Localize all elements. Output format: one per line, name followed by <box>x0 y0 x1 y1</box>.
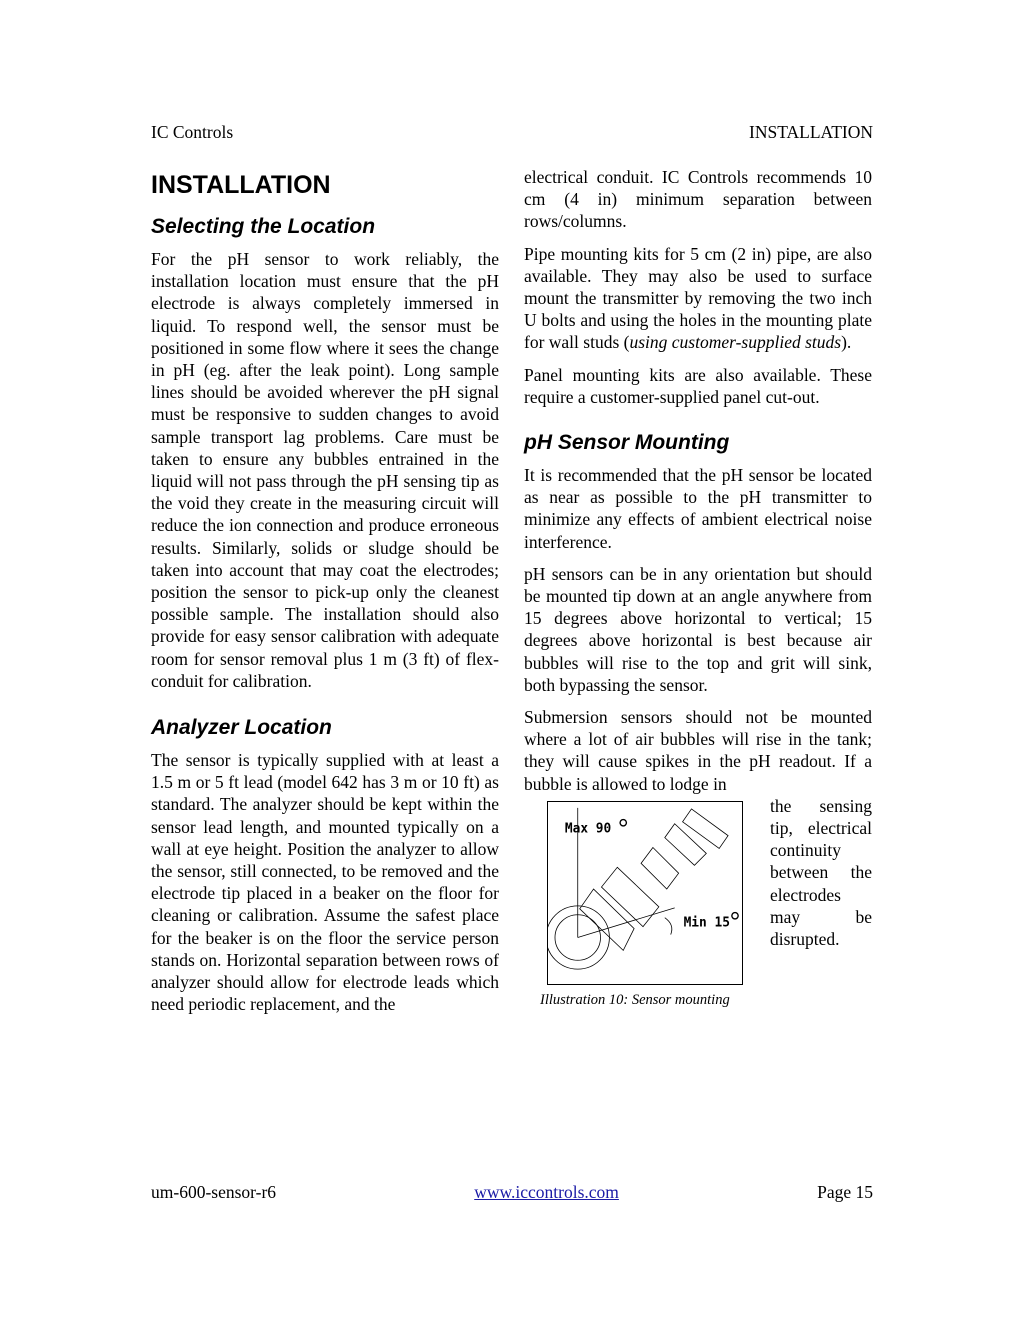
sensor-mounting-drawing <box>548 802 742 984</box>
sensor-body-lower <box>580 889 634 950</box>
min-angle-label: Min 15 <box>683 915 730 931</box>
paragraph-submersion-wrap: the sensing tip, electrical continuity between the electrodes may be disrupted. <box>770 795 872 950</box>
sensor-body-middle <box>601 867 658 926</box>
right-column <box>524 166 872 1008</box>
sensor-mounting-illustration <box>547 801 743 985</box>
page-title: INSTALLATION <box>151 171 331 199</box>
angle-arc <box>665 918 672 935</box>
paragraph-recommendation: It is recommended that the pH sensor be located as near as possible to the pH transmitter to minimize any effects of ambient electrical noise interference. <box>524 465 872 552</box>
paragraph-panel-mounting: Panel mounting kits are also available. These require a customer-supplied panel cut-out. <box>524 364 872 407</box>
header-company: IC Controls <box>151 122 234 142</box>
figure-row <box>524 795 872 1008</box>
pipe-text-start: Pipe mounting kits for 5 cm (2 in) pipe, are also available. They may also be used to surface mount the transmitter by removing the two inch U bolts and using the holes in the mounting plate for wall studs ( <box>524 243 872 353</box>
heading-ph-sensor-mounting: pH Sensor Mounting <box>524 431 730 455</box>
paragraph-orientation: pH sensors can be in any orientation but should be mounted tip down at an angle anywhere from 15 degrees above horizontal to vertical; 15 degrees above horizontal is best because air bubbles will rise to the top and grit will sink, both bypassing the sensor. <box>524 563 872 695</box>
header-section: INSTALLATION <box>749 122 873 142</box>
left-column <box>151 166 499 1016</box>
figure-caption: Illustration 10: Sensor mounting <box>540 991 730 1008</box>
sensor-mounting-figure <box>524 795 770 1008</box>
paragraph-analyzer-location: The sensor is typically supplied with at least a 1.5 m or 5 ft lead (model 642 has 3 m or 10 ft) as standard. The analyzer should be kept within the sensor lead length, and mounted typically on a wall at eye height. Position the analyzer to allow the sensor, still connected, to be removed and the electrode tip placed in a beaker on the floor for cleaning or calibration. Assume the safest place for the beaker is on the floor the service person stands on. Horizontal separation between rows of analyzer should allow for electrode leads which need periodic replacement, and the <box>151 750 499 1015</box>
paragraph-pipe-mounting <box>524 243 872 354</box>
running-footer <box>151 1181 873 1203</box>
running-header <box>151 121 873 143</box>
max-angle-label: Max 90 <box>564 821 612 837</box>
footer-page-number: Page 15 <box>817 1182 873 1202</box>
paragraph-submersion: Submersion sensors should not be mounted where a lot of air bubbles will rise in the tank; they will cause spikes in the pH readout. If a bubble is allowed to lodge in <box>524 707 872 794</box>
footer-website-link[interactable]: www.iccontrols.com <box>474 1182 619 1202</box>
pipe-text-end: ). <box>841 332 852 353</box>
paragraph-conduit: electrical conduit. IC Controls recommends 10 cm (4 in) minimum separation between rows/columns. <box>524 167 872 232</box>
paragraph-selecting-location: For the pH sensor to work reliably, the installation location must ensure that the pH electrode is always completely immersed in liquid. To respond well, the sensor must be positioned in some flow where it sees the change in pH (eg. after the leak point). Long sample lines should be avoided wherever the pH signal must be responsive to sudden changes to avoid sample transport lag problems. Care must be taken to ensure any bubbles entrained in the liquid will not pass through the pH sensing tip as the void they create in the measuring circuit will reduce the ion connection and produce erroneous results. Similarly, solids or sludge should be taken into account that may coat the electrodes; position the sensor to pick-up only the cleanest possible sample. The installation should also provide for easy sensor calibration with adequate room for sensor removal plus 1 m (3 ft) of flex-conduit for calibration. <box>151 249 499 691</box>
max-degree-mark <box>620 819 626 825</box>
footer-document-id: um-600-sensor-r6 <box>151 1182 277 1202</box>
heading-selecting-location: Selecting the Location <box>151 215 376 238</box>
pipe-text-italic: using customer-supplied studs <box>629 332 842 353</box>
sensor-cable-end <box>683 809 729 849</box>
sensor-body-upper <box>665 824 707 866</box>
angle-reference-line <box>578 908 675 938</box>
heading-analyzer-location: Analyzer Location <box>151 716 332 740</box>
sensor-body-connector <box>641 847 679 889</box>
min-degree-mark <box>732 912 738 918</box>
